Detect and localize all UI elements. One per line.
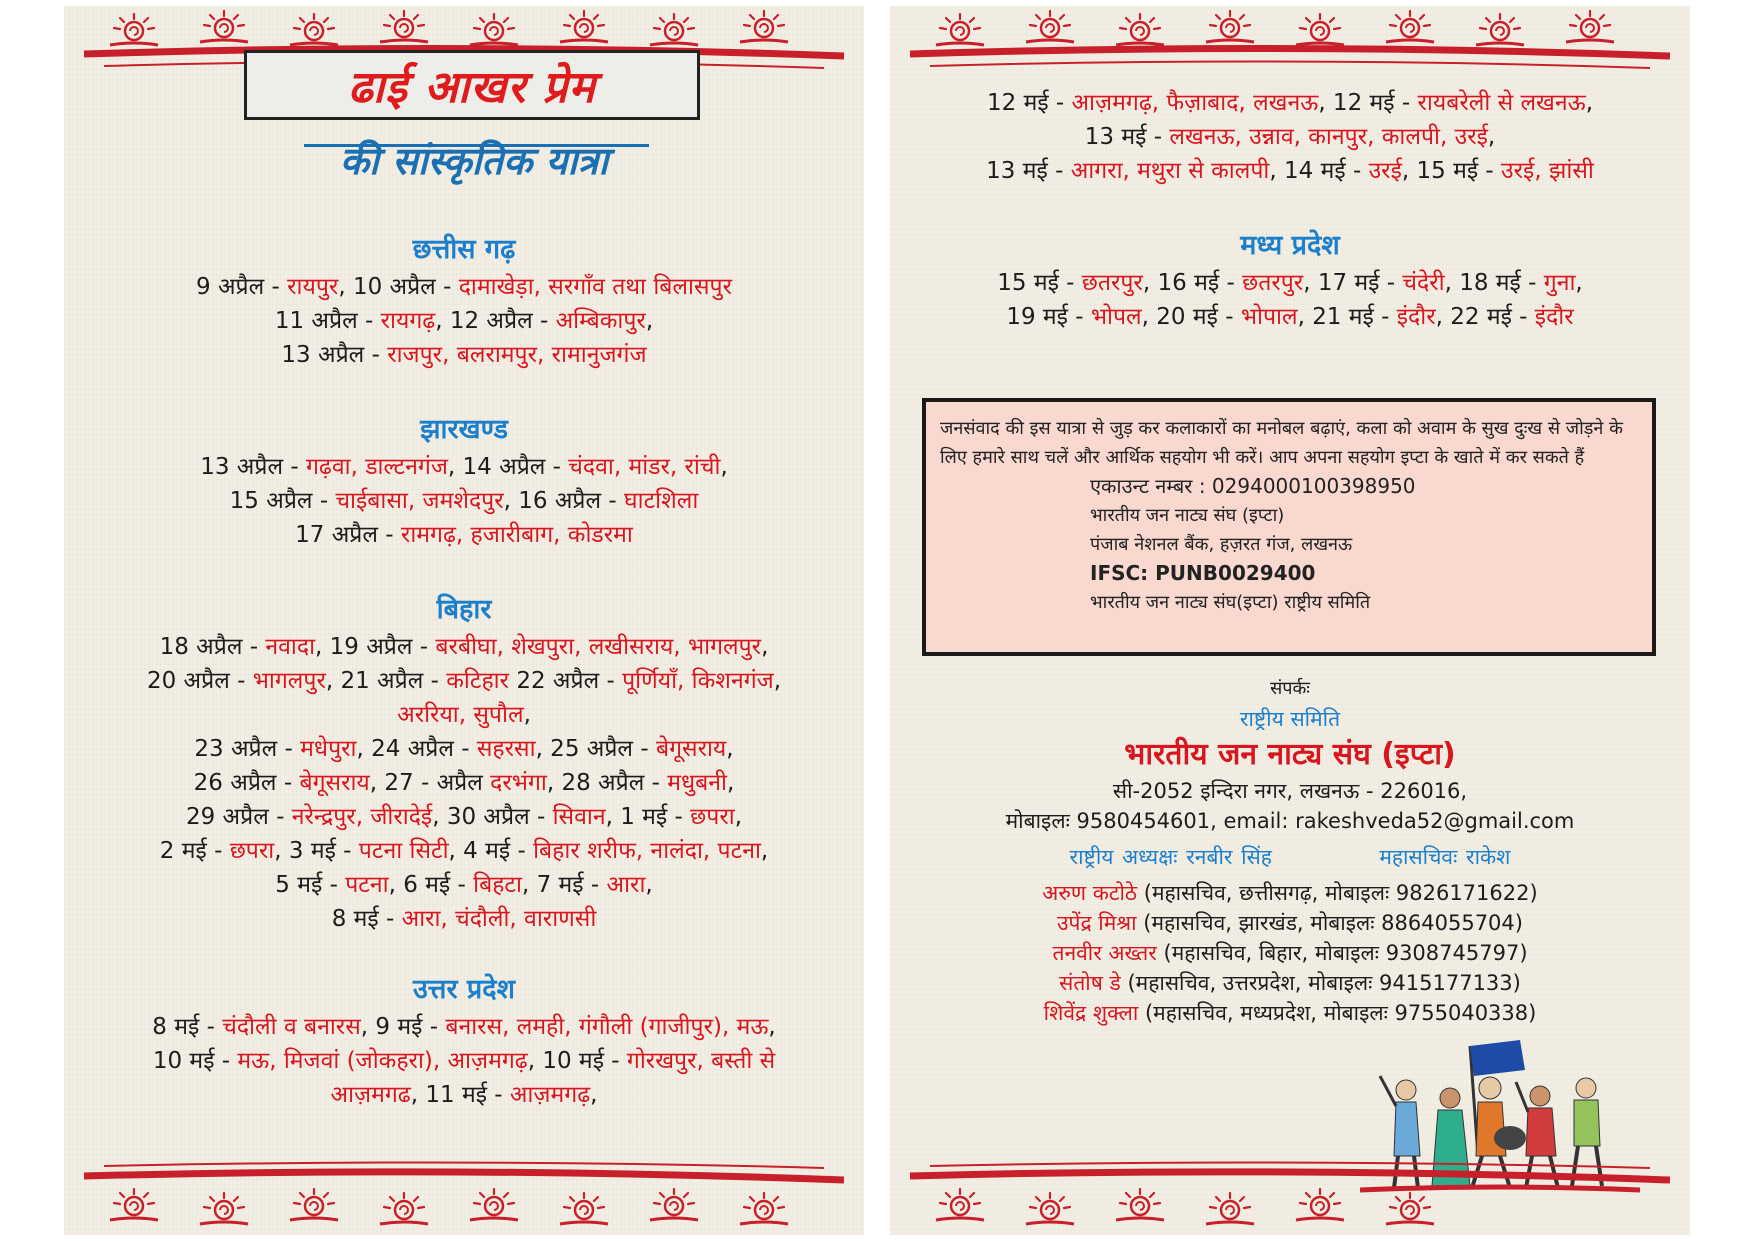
secretary-entry (890, 908, 1690, 938)
date-text: , 7 मई - (521, 872, 607, 898)
place-names: पूर्णियाँ, किशनगंज (622, 668, 774, 694)
route-line (64, 304, 864, 338)
section-chhattisgarh (64, 230, 864, 372)
date-text: , (1585, 90, 1593, 116)
section-bihar (64, 590, 864, 936)
date-text: , (726, 736, 734, 762)
section-heading: मध्य प्रदेश (1240, 230, 1340, 261)
date-text: 18 अप्रैल - (159, 634, 266, 660)
place-names: बरबीघा, शेखपुरा, लखीसराय, भागलपुर (435, 634, 762, 660)
secretary-info: (महासचिव, बिहार, मोबाइलः 9308745797) (1156, 941, 1528, 965)
route-line (64, 338, 864, 372)
place-names: बेगूसराय (299, 770, 370, 796)
secretary-info: (महासचिव, उत्तरप्रदेश, मोबाइलः 9415177133) (1120, 971, 1521, 995)
date-text: , 10 अप्रैल - (338, 274, 459, 300)
date-text: , (768, 1014, 776, 1040)
section-lines (64, 1010, 864, 1112)
date-text: , (760, 838, 769, 864)
place-names: आगरा, मथुरा से कालपी (1070, 158, 1270, 184)
date-text: , 1 मई - (605, 804, 691, 830)
date-text: 13 मई - (986, 158, 1071, 184)
place-names: रामगढ़, हजारीबाग, कोडरमा (400, 522, 633, 548)
date-text: , 18 मई - (1444, 270, 1544, 296)
date-text: 10 मई - (152, 1048, 238, 1074)
place-names: दरभंगा (490, 770, 547, 796)
secretaries-list (890, 878, 1690, 1028)
place-names: दामाखेड़ा, सरगाँव तथा बिलासपुर (458, 274, 732, 300)
date-text: , 12 मई - (1318, 90, 1418, 116)
date-text: 2 मई - (159, 838, 230, 864)
date-text: 15 मई - (997, 270, 1082, 296)
contact-officers (890, 842, 1690, 872)
route-line (890, 154, 1690, 188)
place-names: बिहटा (473, 872, 522, 898)
section-lines (890, 86, 1690, 188)
place-names: चंदौली व बनारस (222, 1014, 361, 1040)
route-line (64, 518, 864, 552)
date-text: , (590, 1082, 598, 1108)
place-names: रायगढ़ (380, 308, 436, 334)
date-text: , (645, 872, 653, 898)
right-panel (890, 6, 1690, 1235)
date-text: , 11 मई - (410, 1082, 510, 1108)
place-names: पटना (345, 872, 389, 898)
place-names: अररिया, सुपौल (397, 702, 524, 728)
date-text: , (773, 668, 782, 694)
route-line (64, 1010, 864, 1044)
route-line (890, 120, 1690, 154)
section-heading: उत्तर प्रदेश (413, 974, 515, 1005)
date-text: 8 मई - (152, 1014, 223, 1040)
page-title: ढाई आखर प्रेम (348, 62, 596, 113)
secretary-entry (890, 998, 1690, 1028)
donation-info-box (922, 398, 1656, 656)
place-names: छपरा (690, 804, 735, 830)
place-names: बेगूसराय (655, 736, 727, 762)
secretary-name: अरुण कटोठे (1042, 881, 1138, 905)
contact-org: भारतीय जन नाट्य संघ (इप्टा) (1124, 737, 1456, 772)
date-text: , 21 अप्रैल - (325, 668, 447, 694)
place-names: चाईबासा, जमशेदपुर (335, 488, 504, 514)
place-names: भोपाल (1240, 304, 1298, 330)
date-text: 13 अप्रैल - (281, 342, 388, 368)
route-line (890, 300, 1690, 334)
route-line (64, 450, 864, 484)
secretary-entry (890, 878, 1690, 908)
bottom-border-decoration (64, 1136, 864, 1235)
place-names: भागलपुर (252, 668, 326, 694)
place-names: नरेन्द्रपुर, जीरादेई (291, 804, 433, 830)
secretary-name: तनवीर अख्तर (1052, 941, 1157, 965)
date-text: 26 अप्रैल - (193, 770, 300, 796)
secretary-info: (महासचिव, झारखंड, मोबाइलः 8864055704) (1136, 911, 1523, 935)
route-line (64, 800, 864, 834)
date-text: 8 मई - (331, 906, 402, 932)
place-names: रायबरेली से लखनऊ (1417, 90, 1586, 116)
place-names: चंदवा, मांडर, रांची (568, 454, 721, 480)
place-names: बिहार शरीफ, नालंदा, पटना (533, 838, 761, 864)
place-names: गढ़वा, डाल्टनगंज (305, 454, 448, 480)
date-text: , 9 मई - (360, 1014, 446, 1040)
date-text: 19 मई - (1006, 304, 1091, 330)
contact-section (890, 674, 1690, 1028)
place-names: आज़मगढ (330, 1082, 411, 1108)
place-names: छपरा (229, 838, 275, 864)
place-names: पटना सिटी (358, 838, 449, 864)
place-names: उरई (1368, 158, 1402, 184)
place-names: छतरपुर (1242, 270, 1304, 296)
section-heading: झारखण्ड (420, 414, 508, 445)
section-uttar-pradesh (64, 970, 864, 1112)
section-heading: बिहार (436, 594, 492, 625)
date-text: , 30 अप्रैल - (432, 804, 553, 830)
date-text: 17 अप्रैल - (295, 522, 401, 548)
date-text: , 15 मई - (1401, 158, 1502, 184)
secretary-name: उपेंद्र मिश्रा (1057, 911, 1137, 935)
place-names: इंदौर (1396, 304, 1436, 330)
place-names: अम्बिकापुर (555, 308, 646, 334)
section-lines (64, 450, 864, 552)
president: राष्ट्रीय अध्यक्षः रनबीर सिंह (1069, 845, 1272, 869)
date-text: , (523, 702, 531, 728)
place-names: भोपल (1090, 304, 1142, 330)
date-text: , 19 अप्रैल - (315, 634, 436, 660)
date-text: 23 अप्रैल - (194, 736, 301, 762)
place-names: इंदौर (1534, 304, 1574, 330)
place-names: चंदेरी (1402, 270, 1445, 296)
date-text: , 16 मई - (1142, 270, 1243, 296)
route-line (64, 1044, 864, 1078)
route-line (64, 732, 864, 766)
page-subtitle: की सांस्कृतिक यात्रा (339, 139, 609, 183)
place-names: छतरपुर (1081, 270, 1143, 296)
date-text: , 28 अप्रैल - (546, 770, 668, 796)
section-lines (64, 630, 864, 936)
route-line (890, 86, 1690, 120)
route-line (64, 664, 864, 698)
place-names: लखनऊ, उन्नाव, कानपुर, कालपी, उरई (1169, 124, 1488, 150)
date-text: , 16 अप्रैल - (503, 488, 625, 514)
date-text: , 24 अप्रैल - (356, 736, 477, 762)
contact-address: सी-2052 इन्दिरा नगर, लखनऊ - 226016, (1112, 779, 1468, 803)
date-text: 13 मई - (1084, 124, 1170, 150)
date-text: , (727, 770, 735, 796)
date-text: , 27 - अप्रैल (369, 770, 491, 796)
date-text: 12 मई - (987, 90, 1072, 116)
place-names: कटिहार (446, 668, 510, 694)
date-text: 11 अप्रैल - (274, 308, 381, 334)
account-committee: भारतीय जन नाट्य संघ(इप्टा) राष्ट्रीय समिति (1090, 592, 1371, 613)
route-line (64, 484, 864, 518)
date-text: , 17 मई - (1303, 270, 1403, 296)
date-text: , 6 मई - (388, 872, 474, 898)
date-text: , (1575, 270, 1583, 296)
date-text: , (720, 454, 728, 480)
place-names: मऊ, मिजवां (जोकहरा), आज़मगढ़ (237, 1048, 528, 1074)
secretary-entry (890, 968, 1690, 998)
contact-phone-email: मोबाइलः 9580454601, email: rakeshveda52@gmail.com (1005, 809, 1575, 833)
bank-name: पंजाब नेशनल बैंक, हज़रत गंज, लखनऊ (1090, 534, 1353, 555)
account-number: एकाउन्ट नम्बर : 0294000100398950 (1090, 474, 1416, 498)
date-text: , (761, 634, 769, 660)
secretary-name: शिवेंद्र शुक्ला (1043, 1001, 1139, 1025)
date-text: 20 अप्रैल - (146, 668, 253, 694)
date-text: , 12 अप्रैल - (435, 308, 556, 334)
date-text: 13 अप्रैल - (200, 454, 306, 480)
donation-appeal-text: जनसंवाद की इस यात्रा से जुड़ कर कलाकारों का मनोबल बढ़ाएं, कला को अवाम के सुख दुःख से जोड़ने के लिए हमारे साथ चलें और आर्थिक सहयोग भी करें। आप अपना सहयोग इप्टा के खाते में कर सकते हैं (940, 418, 1623, 468)
route-line (64, 834, 864, 868)
section-up-continued (890, 86, 1690, 188)
contact-label: संपर्कः (1270, 678, 1310, 699)
section-jharkhand (64, 410, 864, 552)
date-text: 5 मई - (275, 872, 346, 898)
date-text: , 25 अप्रैल - (535, 736, 656, 762)
date-text: , 20 मई - (1141, 304, 1241, 330)
place-names: सहरसा (476, 736, 536, 762)
place-names: उरई, झांसी (1501, 158, 1594, 184)
date-text: 29 अप्रैल - (185, 804, 292, 830)
date-text: , 10 मई - (527, 1048, 627, 1074)
title-box (244, 50, 700, 120)
secretary-info: (महासचिव, छत्तीसगढ़, मोबाइलः 9826171622) (1137, 881, 1538, 905)
date-text: , 22 मई - (1435, 304, 1535, 330)
contact-committee: राष्ट्रीय समिति (1239, 707, 1341, 731)
date-text: , (734, 804, 743, 830)
section-heading: छत्तीस गढ़ (412, 234, 516, 265)
route-line (64, 270, 864, 304)
place-names: नवादा (265, 634, 316, 660)
place-names: मधेपुरा (300, 736, 357, 762)
secretary-entry (890, 938, 1690, 968)
place-names: आरा, चंदौली, वाराणसी (401, 906, 597, 932)
place-names: आज़मगढ़ (509, 1082, 591, 1108)
date-text: , 3 मई - (274, 838, 359, 864)
section-madhya-pradesh (890, 226, 1690, 334)
date-text: 9 अप्रैल - (196, 274, 288, 300)
bottom-border-decoration (890, 1136, 1690, 1235)
date-text: , 4 मई - (448, 838, 534, 864)
secretary-name: संतोष डे (1059, 971, 1121, 995)
route-line (64, 630, 864, 664)
route-line (64, 766, 864, 800)
place-names: मधुबनी (667, 770, 727, 796)
route-line (64, 902, 864, 936)
date-text: , (645, 308, 654, 334)
route-line (890, 266, 1690, 300)
route-line (64, 868, 864, 902)
place-names: रायपुर (287, 274, 339, 300)
route-line (64, 698, 864, 732)
place-names: बनारस, लमही, गंगौली (गाजीपुर), मऊ (445, 1014, 769, 1040)
place-names: सिवान (552, 804, 606, 830)
account-name: भारतीय जन नाट्य संघ (इप्टा) (1090, 505, 1285, 526)
place-names: गुना (1543, 270, 1576, 296)
left-panel (64, 6, 864, 1235)
date-text: , (1487, 124, 1496, 150)
section-lines (64, 270, 864, 372)
ifsc-code: IFSC: PUNB0029400 (1090, 561, 1316, 585)
date-text: , 21 मई - (1297, 304, 1397, 330)
general-secretary: महासचिवः राकेश (1379, 845, 1511, 869)
place-names: आज़मगढ़, फैज़ाबाद, लखनऊ (1071, 90, 1319, 116)
place-names: राजपुर, बलरामपुर, रामानुजगंज (387, 342, 647, 368)
section-lines (890, 266, 1690, 334)
secretary-info: (महासचिव, मध्यप्रदेश, मोबाइलः 9755040338) (1138, 1001, 1537, 1025)
route-line (64, 1078, 864, 1112)
date-text: , 14 अप्रैल - (447, 454, 569, 480)
place-names: घाटशिला (624, 488, 699, 514)
place-names: आरा (606, 872, 646, 898)
date-text: , 14 मई - (1269, 158, 1369, 184)
date-text: 22 अप्रैल - (509, 668, 623, 694)
place-names: गोरखपुर, बस्ती से (626, 1048, 776, 1074)
date-text: 15 अप्रैल - (229, 488, 336, 514)
